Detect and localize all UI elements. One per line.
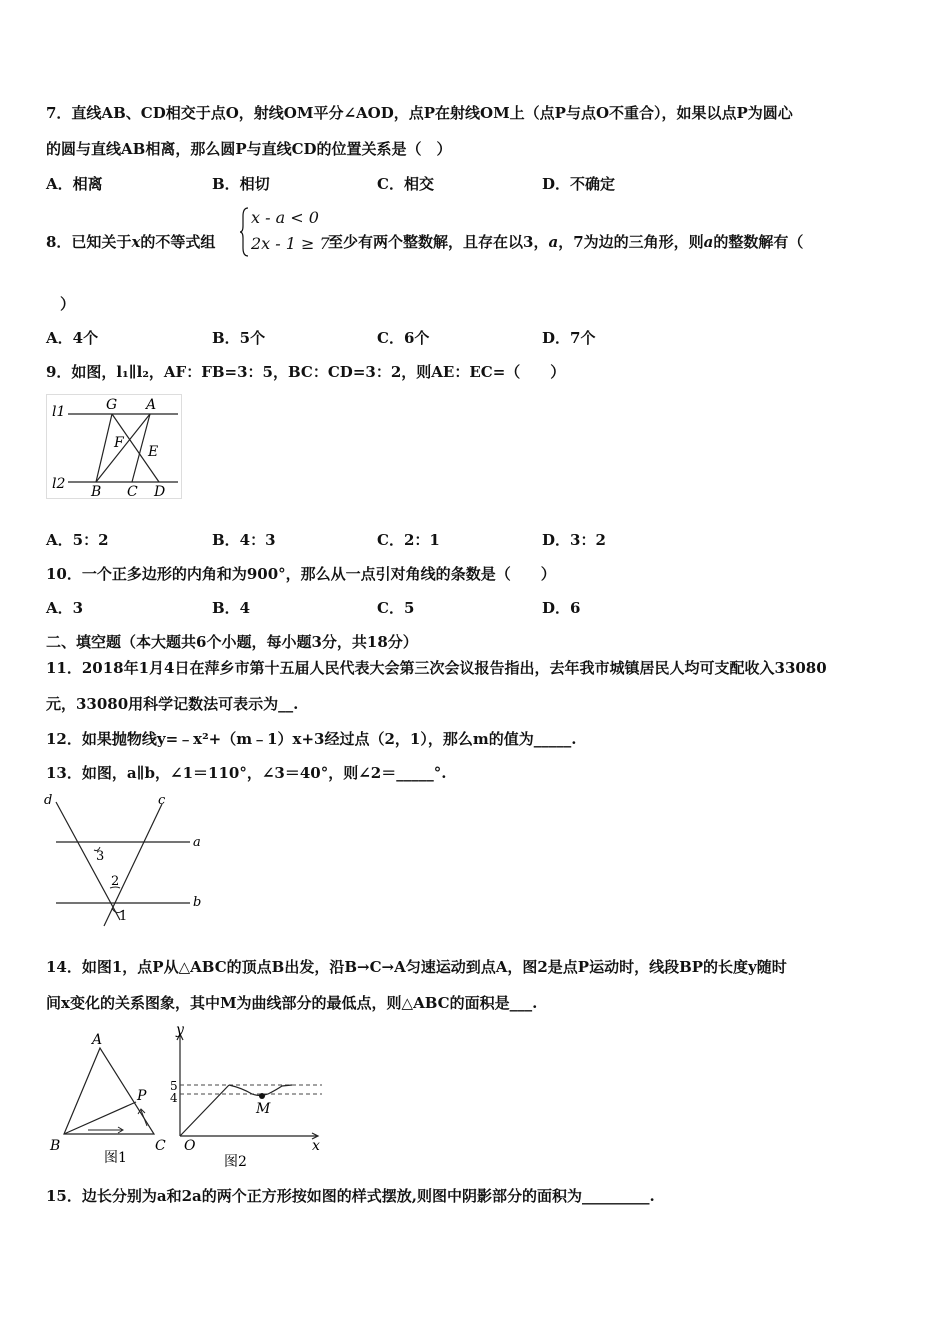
q9-label-l1: l1 bbox=[52, 404, 66, 420]
q8-prefix: 8．已知关于 bbox=[46, 233, 132, 251]
q8-stem bbox=[46, 232, 215, 252]
q9-label-e: E bbox=[148, 444, 159, 460]
q13-label-b: b bbox=[193, 895, 202, 910]
q13-label-a: a bbox=[193, 835, 201, 850]
q8-var-a2: a bbox=[703, 233, 714, 251]
q8-inequality-2: 2x - 1 ≥ 7 bbox=[251, 234, 330, 253]
q14-figure-1 bbox=[44, 1028, 174, 1168]
q13-line: 13．如图，a∥b，∠1＝110°，∠3＝40°，则∠2＝_____°. bbox=[46, 764, 447, 782]
q9-label-b: B bbox=[91, 484, 102, 500]
q14-fig2-label-x: x bbox=[312, 1138, 320, 1154]
q9-option-a[interactable]: A．5：2 bbox=[46, 531, 109, 549]
q12-line: 12．如果抛物线y=﹣x²+（m﹣1）x+3经过点（2，1），那么m的值为_____. bbox=[46, 730, 577, 748]
q11-line1: 11．2018年1月4日在萍乡市第十五届人民代表大会第三次会议报告指出，去年我市城镇居民人均可支配收入33080 bbox=[46, 659, 827, 677]
q8-option-a[interactable]: A．4个 bbox=[46, 329, 99, 347]
q13-diagram bbox=[40, 790, 210, 930]
q8-option-c[interactable]: C．6个 bbox=[377, 329, 430, 347]
q13-label-d: d bbox=[44, 793, 53, 808]
q14-line1: 14．如图1，点P从△ABC的顶点B出发，沿B→C→A匀速运动到点A，图2是点P运动时，线段BP的长度y随时 bbox=[46, 958, 787, 976]
q8-inequality-system bbox=[240, 206, 330, 258]
q14-fig1-label-b: B bbox=[50, 1138, 61, 1154]
q10-option-c[interactable]: C．5 bbox=[377, 599, 415, 617]
q8-inequality-1: x - a < 0 bbox=[251, 208, 319, 227]
q14-fig2-tick-5: 5 bbox=[170, 1079, 178, 1093]
q7-option-a[interactable]: A．相离 bbox=[46, 175, 103, 193]
q14-fig2-label-y: y bbox=[176, 1022, 184, 1038]
q15-line: 15．边长分别为a和2a的两个正方形按如图的样式摆放,则图中阴影部分的面积为_________. bbox=[46, 1187, 655, 1205]
q8-option-d[interactable]: D．7个 bbox=[542, 329, 596, 347]
q9-option-b[interactable]: B．4：3 bbox=[212, 531, 276, 549]
q14-fig1-label-a: A bbox=[92, 1032, 103, 1048]
q14-fig1-caption: 图1 bbox=[104, 1150, 127, 1166]
q13-angle-1: 1 bbox=[119, 909, 128, 924]
q9-diagram bbox=[46, 394, 186, 504]
q14-fig2-label-m: M bbox=[256, 1101, 271, 1117]
q13-figure bbox=[40, 790, 210, 930]
q9-label-c: C bbox=[127, 484, 138, 500]
q11-line2: 元，33080用科学记数法可表示为__. bbox=[46, 695, 299, 713]
q14-line2: 间x变化的关系图象，其中M为曲线部分的最低点，则△ABC的面积是___. bbox=[46, 994, 538, 1012]
q8-var-x: x bbox=[131, 233, 141, 251]
q9-label-g: G bbox=[106, 397, 118, 413]
q8-mid: 的不等式组 bbox=[140, 233, 216, 251]
q9-label-f: F bbox=[114, 435, 124, 451]
q8-suffix3: 的整数解有（ bbox=[713, 233, 804, 251]
q10-option-a[interactable]: A．3 bbox=[46, 599, 84, 617]
q14-fig2-label-o: O bbox=[184, 1138, 196, 1154]
q9-label-d: D bbox=[154, 484, 166, 500]
q8-option-b[interactable]: B．5个 bbox=[212, 329, 266, 347]
q14-triangle-diagram bbox=[44, 1028, 174, 1168]
q14-figure-2 bbox=[172, 1024, 332, 1172]
q14-graph-diagram bbox=[172, 1024, 332, 1172]
q9-figure bbox=[46, 394, 186, 504]
q13-angle-2: 2 bbox=[111, 874, 120, 889]
q10-line: 10．一个正多边形的内角和为900°，那么从一点引对角线的条数是（ ） bbox=[46, 565, 556, 583]
q7-option-b[interactable]: B．相切 bbox=[212, 175, 270, 193]
q14-fig1-label-p: P bbox=[137, 1088, 147, 1104]
q8-suffix2: ，7为边的三角形，则 bbox=[558, 233, 704, 251]
q7-option-d[interactable]: D．不确定 bbox=[542, 175, 616, 193]
q14-fig1-label-c: C bbox=[155, 1138, 166, 1154]
q9-option-c[interactable]: C．2：1 bbox=[377, 531, 440, 549]
q9-option-d[interactable]: D．3：2 bbox=[542, 531, 606, 549]
q7-option-c[interactable]: C．相交 bbox=[377, 175, 434, 193]
q14-fig2-tick-4: 4 bbox=[170, 1091, 178, 1105]
q13-label-c: c bbox=[158, 793, 166, 808]
q8-stem-rest bbox=[328, 232, 803, 252]
q9-label-l2: l2 bbox=[52, 476, 66, 492]
q8-suffix: 至少有两个整数解，且存在以3， bbox=[328, 233, 549, 251]
q10-option-d[interactable]: D．6 bbox=[542, 599, 581, 617]
section-fill-in-title: 二、填空题（本大题共6个小题，每小题3分，共18分） bbox=[46, 633, 418, 651]
q7-line2: 的圆与直线AB相离，那么圆P与直线CD的位置关系是（ ） bbox=[46, 140, 452, 158]
q8-var-a: a bbox=[548, 233, 559, 251]
q9-line: 9．如图，l₁∥l₂，AF：FB=3：5，BC：CD=3：2，则AE：EC=（ ） bbox=[46, 363, 566, 381]
q14-fig2-caption: 图2 bbox=[224, 1154, 247, 1170]
q8-close-paren: ） bbox=[60, 295, 76, 313]
q10-option-b[interactable]: B．4 bbox=[212, 599, 251, 617]
q9-label-a: A bbox=[146, 397, 157, 413]
q13-angle-3: 3 bbox=[96, 849, 105, 864]
q7-line1: 7．直线AB、CD相交于点O，射线OM平分∠AOD，点P在射线OM上（点P与点O不重合），如果以点P为圆心 bbox=[46, 104, 793, 122]
